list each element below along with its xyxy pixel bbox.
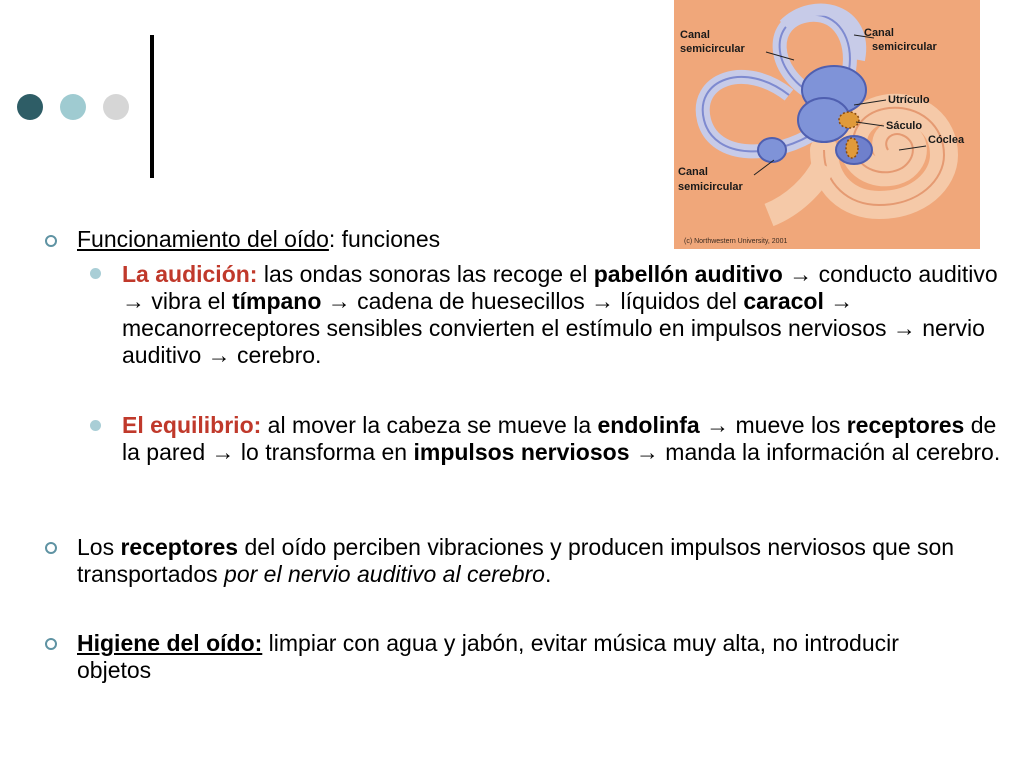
- funcionamiento-rest: : funciones: [328, 226, 441, 252]
- audicion-text-4: → mecanorreceptores sensibles convierten el estímulo en impulsos nerviosos → nervio auditivo → cerebro.: [122, 288, 985, 368]
- equilibrio-text-2: → mueve los: [699, 412, 847, 438]
- bullet-dot-icon: [90, 420, 101, 431]
- bullet-circle-icon: [45, 542, 57, 554]
- label-canal-bottom-2: semicircular: [678, 181, 743, 193]
- audicion-label: La audición:: [122, 261, 258, 287]
- equilibrio-bold-3: impulsos nerviosos: [413, 439, 630, 465]
- label-canal-top-left-1: Canal: [680, 29, 710, 41]
- diagram-copyright: (c) Northwestern University, 2001: [684, 238, 788, 245]
- equilibrio-text-1: al mover la cabeza se mueve la: [261, 412, 598, 438]
- higiene-title: Higiene del oído:: [77, 630, 263, 656]
- equilibrio-bold-2: receptores: [846, 412, 965, 438]
- higiene-rest: limpiar con agua y jabón, evitar música muy alta, no introducir objetos: [77, 630, 899, 683]
- receptores-italic-1: por el nervio auditivo al cerebro: [224, 561, 545, 587]
- audicion-bold-1: pabellón auditivo: [593, 261, 783, 287]
- label-canal-top-right-1: Canal: [864, 27, 894, 39]
- label-canal-bottom-1: Canal: [678, 166, 708, 178]
- equilibrio-bold-1: endolinfa: [597, 412, 700, 438]
- equilibrio-text-4: → manda la información al cerebro.: [629, 439, 1001, 465]
- paragraph-audicion: [122, 261, 1002, 369]
- receptores-text-1: Los: [77, 534, 121, 560]
- label-utriculo: Utrículo: [888, 94, 930, 106]
- label-coclea: Cóclea: [928, 134, 965, 146]
- audicion-bold-2: tímpano: [231, 288, 322, 314]
- audicion-text-3: → cadena de huesecillos → líquidos del: [321, 288, 744, 314]
- funcionamiento-title: Funcionamiento del oído: [77, 226, 329, 252]
- label-saculo: Sáculo: [886, 120, 923, 132]
- audicion-text-2: → conducto auditivo → vibra el: [122, 261, 998, 314]
- receptores-text-2: del oído perciben vibraciones y producen impulsos nerviosos que son transportados: [77, 534, 955, 587]
- bullet-dot-icon: [90, 268, 101, 279]
- heading-funcionamiento: [77, 226, 677, 253]
- equilibrio-label: El equilibrio:: [122, 412, 262, 438]
- receptores-bold-1: receptores: [120, 534, 239, 560]
- audicion-bold-3: caracol: [743, 288, 824, 314]
- label-canal-top-right-2: semicircular: [872, 41, 937, 53]
- receptores-text-3: .: [544, 561, 552, 587]
- bullet-circle-icon: [45, 638, 57, 650]
- paragraph-equilibrio: [122, 412, 1002, 466]
- bullet-circle-icon: [45, 235, 57, 247]
- equilibrio-text-3: de la pared → lo transforma en: [122, 412, 997, 465]
- audicion-text-1: las ondas sonoras las recoge el: [257, 261, 594, 287]
- label-canal-top-left-2: semicircular: [680, 43, 745, 55]
- paragraph-receptores: [77, 534, 977, 588]
- paragraph-higiene: [77, 630, 977, 684]
